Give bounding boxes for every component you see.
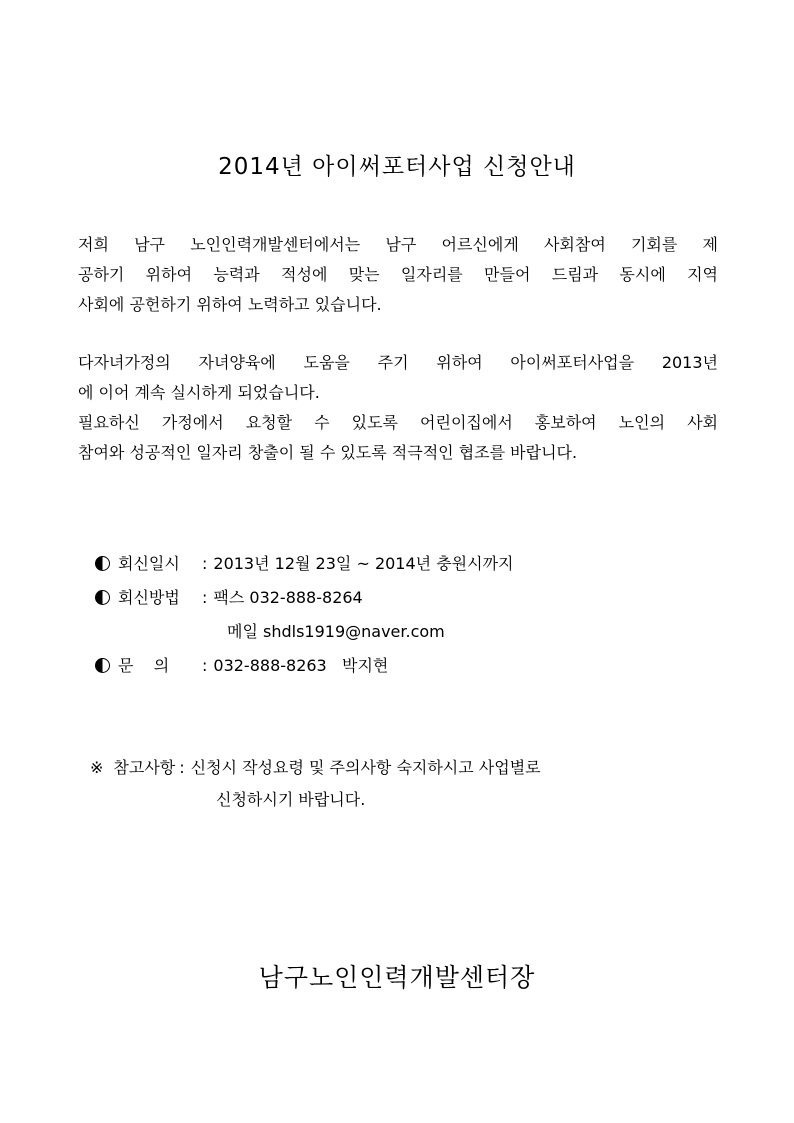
colon: : <box>202 588 208 607</box>
contact-info <box>95 547 514 683</box>
inquiry-row <box>95 649 514 683</box>
paragraph-line: 참여와 성공적인 일자리 창출이 될 수 있도록 적극적인 협조를 바랍니다. <box>78 443 578 462</box>
inquiry-value: 032-888-8263 박지현 <box>213 656 389 675</box>
colon: : <box>179 758 185 777</box>
half-filled-circle-icon <box>95 590 110 605</box>
note-label: 참고사항 <box>113 758 176 777</box>
paragraph-line: 다자녀가정의 자녀양육에 도움을 주기 위하여 아이써포터사업을 2013년 <box>78 353 718 372</box>
note-line-1 <box>90 752 541 784</box>
document-title: 2014년 아이써포터사업 신청안내 <box>218 154 576 180</box>
paragraph-line: 필요하신 가정에서 요청할 수 있도록 어린이집에서 홍보하여 노인의 사회 <box>78 413 718 432</box>
reply-period-value: 2013년 12월 23일 ~ 2014년 충원시까지 <box>213 554 514 573</box>
request-paragraph <box>78 408 718 468</box>
paragraph-line: 저희 남구 노인인력개발센터에서는 남구 어르신에게 사회참여 기회를 제 <box>78 235 718 254</box>
reply-method-row <box>95 581 514 615</box>
inquiry-label: 문 의 <box>118 656 170 675</box>
reply-method-email-row <box>95 615 514 649</box>
reply-method-email: 메일 shdls1919@naver.com <box>227 622 445 641</box>
reply-period-label: 회신일시 <box>118 554 180 573</box>
note-text-2: 신청하시기 바랍니다. <box>216 790 366 809</box>
reply-method-label: 회신방법 <box>118 588 180 607</box>
reference-mark-icon: ※ <box>90 758 104 777</box>
intro-paragraph <box>78 230 718 320</box>
reference-note <box>90 752 541 816</box>
half-filled-circle-icon <box>95 658 110 673</box>
paragraph-line: 공하기 위하여 능력과 적성에 맞는 일자리를 만들어 드림과 동시에 지역 <box>78 265 718 284</box>
reply-period-row <box>95 547 514 581</box>
colon: : <box>202 656 208 675</box>
reply-method-fax: 팩스 032-888-8264 <box>213 588 363 607</box>
half-filled-circle-icon <box>95 556 110 571</box>
paragraph-line: 사회에 공헌하기 위하여 노력하고 있습니다. <box>78 295 382 314</box>
colon: : <box>202 554 208 573</box>
note-text-1: 신청시 작성요령 및 주의사항 숙지하시고 사업별로 <box>190 758 541 777</box>
program-paragraph <box>78 348 718 408</box>
note-line-2 <box>90 784 541 816</box>
paragraph-line: 에 이어 계속 실시하게 되었습니다. <box>78 383 320 402</box>
issuer-signature: 남구노인인력개발센터장 <box>258 963 536 992</box>
